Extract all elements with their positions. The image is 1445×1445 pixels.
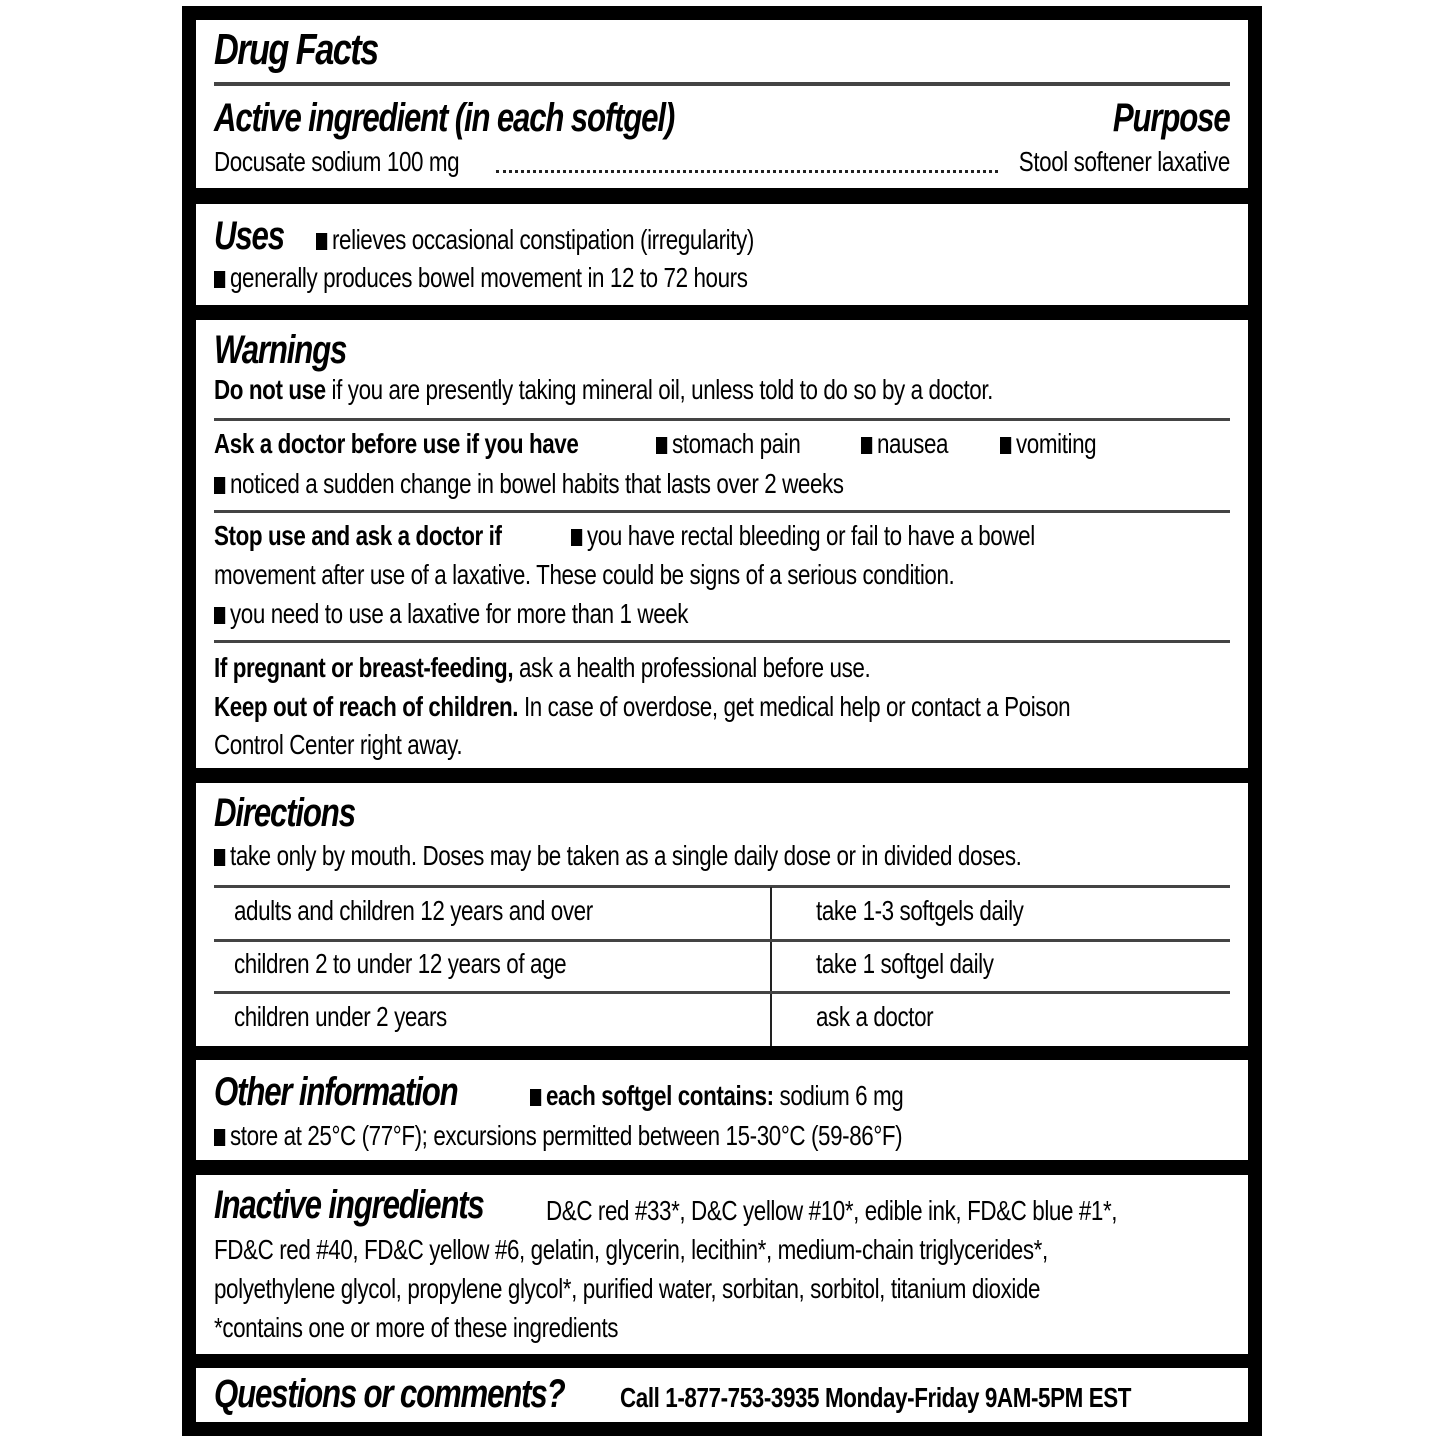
dosage-group: adults and children 12 years and over [234,895,593,926]
active-ingredient-section [196,20,1248,188]
uses-item: relieves occasional constipation (irregularity) [316,226,754,254]
other-information-section [196,1060,1248,1160]
ask-doctor-item: nausea [861,430,948,458]
bullet-square-icon [316,233,327,250]
dosage-amount: take 1-3 softgels daily [816,895,1024,926]
warnings-section [196,320,1248,768]
other-info-item: each softgel contains: sodium 6 mg [530,1082,903,1110]
inactive-ingredients-line: D&C red #33*, D&C yellow #10*, edible ink, FD&C blue #1*, [546,1195,1118,1226]
directions-heading: Directions [214,791,355,835]
inactive-ingredients-footnote: *contains one or more of these ingredients [214,1312,619,1343]
dosage-amount: ask a doctor [816,1001,934,1032]
pregnant-warning: If pregnant or breast-feeding, ask a health professional before use. [214,652,871,683]
active-ingredient-name: Docusate sodium 100 mg [214,146,460,177]
dot-leader [496,170,998,173]
dosage-amount: take 1 softgel daily [816,948,994,979]
purpose-heading: Purpose [1113,96,1230,140]
uses-item: generally produces bowel movement in 12 to 72 hours [214,264,748,292]
active-ingredient-purpose: Stool softener laxative [1018,146,1230,177]
drug-facts-panel [182,6,1262,1436]
other-info-item: store at 25°C (77°F); excursions permitted between 15-30°C (59-86°F) [214,1122,902,1150]
do-not-use-text: Do not use if you are presently taking mineral oil, unless told to do so by a doctor. [214,374,994,405]
bullet-square-icon [214,477,225,494]
ask-doctor-item: vomiting [1000,430,1096,458]
inactive-ingredients-section [196,1175,1248,1354]
stop-use-text: Stop use and ask a doctor if [214,520,502,551]
ask-doctor-item: stomach pain [656,430,800,458]
stop-use-item: you have rectal bleeding or fail to have a bowel [571,522,1035,550]
table-row-rule [214,939,1230,942]
table-top-rule [214,885,1230,888]
questions-section [196,1368,1248,1422]
directions-intro: take only by mouth. Doses may be taken as a single daily dose or in divided doses. [214,842,1021,870]
bullet-square-icon [656,437,667,454]
uses-section [196,204,1248,305]
divider [214,418,1230,421]
dosage-group: children 2 to under 12 years of age [234,948,567,979]
questions-heading: Questions or comments? [214,1372,565,1416]
divider [214,510,1230,513]
bullet-square-icon [214,849,225,866]
inactive-ingredients-line: polyethylene glycol, propylene glycol*, purified water, sorbitan, sorbitol, titanium dioxide [214,1273,1041,1304]
inactive-ingredients-heading: Inactive ingredients [214,1183,484,1227]
bullet-square-icon [530,1089,541,1106]
keep-out-warning-continued: Control Center right away. [214,729,463,760]
bullet-square-icon [214,607,225,624]
directions-section [196,783,1248,1046]
divider [214,82,1230,86]
stop-use-item: you need to use a laxative for more than 1 week [214,600,688,628]
bullet-square-icon [214,1129,225,1146]
other-information-heading: Other information [214,1070,458,1114]
active-ingredient-heading: Active ingredient (in each softgel) [214,96,675,140]
ask-doctor-item: noticed a sudden change in bowel habits that lasts over 2 weeks [214,470,844,498]
questions-contact: Call 1-877-753-3935 Monday-Friday 9AM-5PM EST [620,1382,1132,1413]
dosage-group: children under 2 years [234,1001,447,1032]
ask-doctor-text: Ask a doctor before use if you have [214,428,579,459]
divider [214,640,1230,643]
keep-out-warning: Keep out of reach of children. In case of overdose, get medical help or contact a Poison [214,691,1071,722]
bullet-square-icon [214,271,225,288]
panel-title: Drug Facts [214,25,378,74]
bullet-square-icon [861,437,872,454]
bullet-square-icon [1000,437,1011,454]
uses-heading: Uses [214,214,284,258]
table-column-divider [770,887,772,1046]
bullet-square-icon [571,529,582,546]
stop-use-item-continued: movement after use of a laxative. These could be signs of a serious condition. [214,559,955,590]
warnings-heading: Warnings [214,328,347,372]
inactive-ingredients-line: FD&C red #40, FD&C yellow #6, gelatin, glycerin, lecithin*, medium-chain triglycerides*, [214,1234,1048,1265]
table-row-rule [214,991,1230,994]
